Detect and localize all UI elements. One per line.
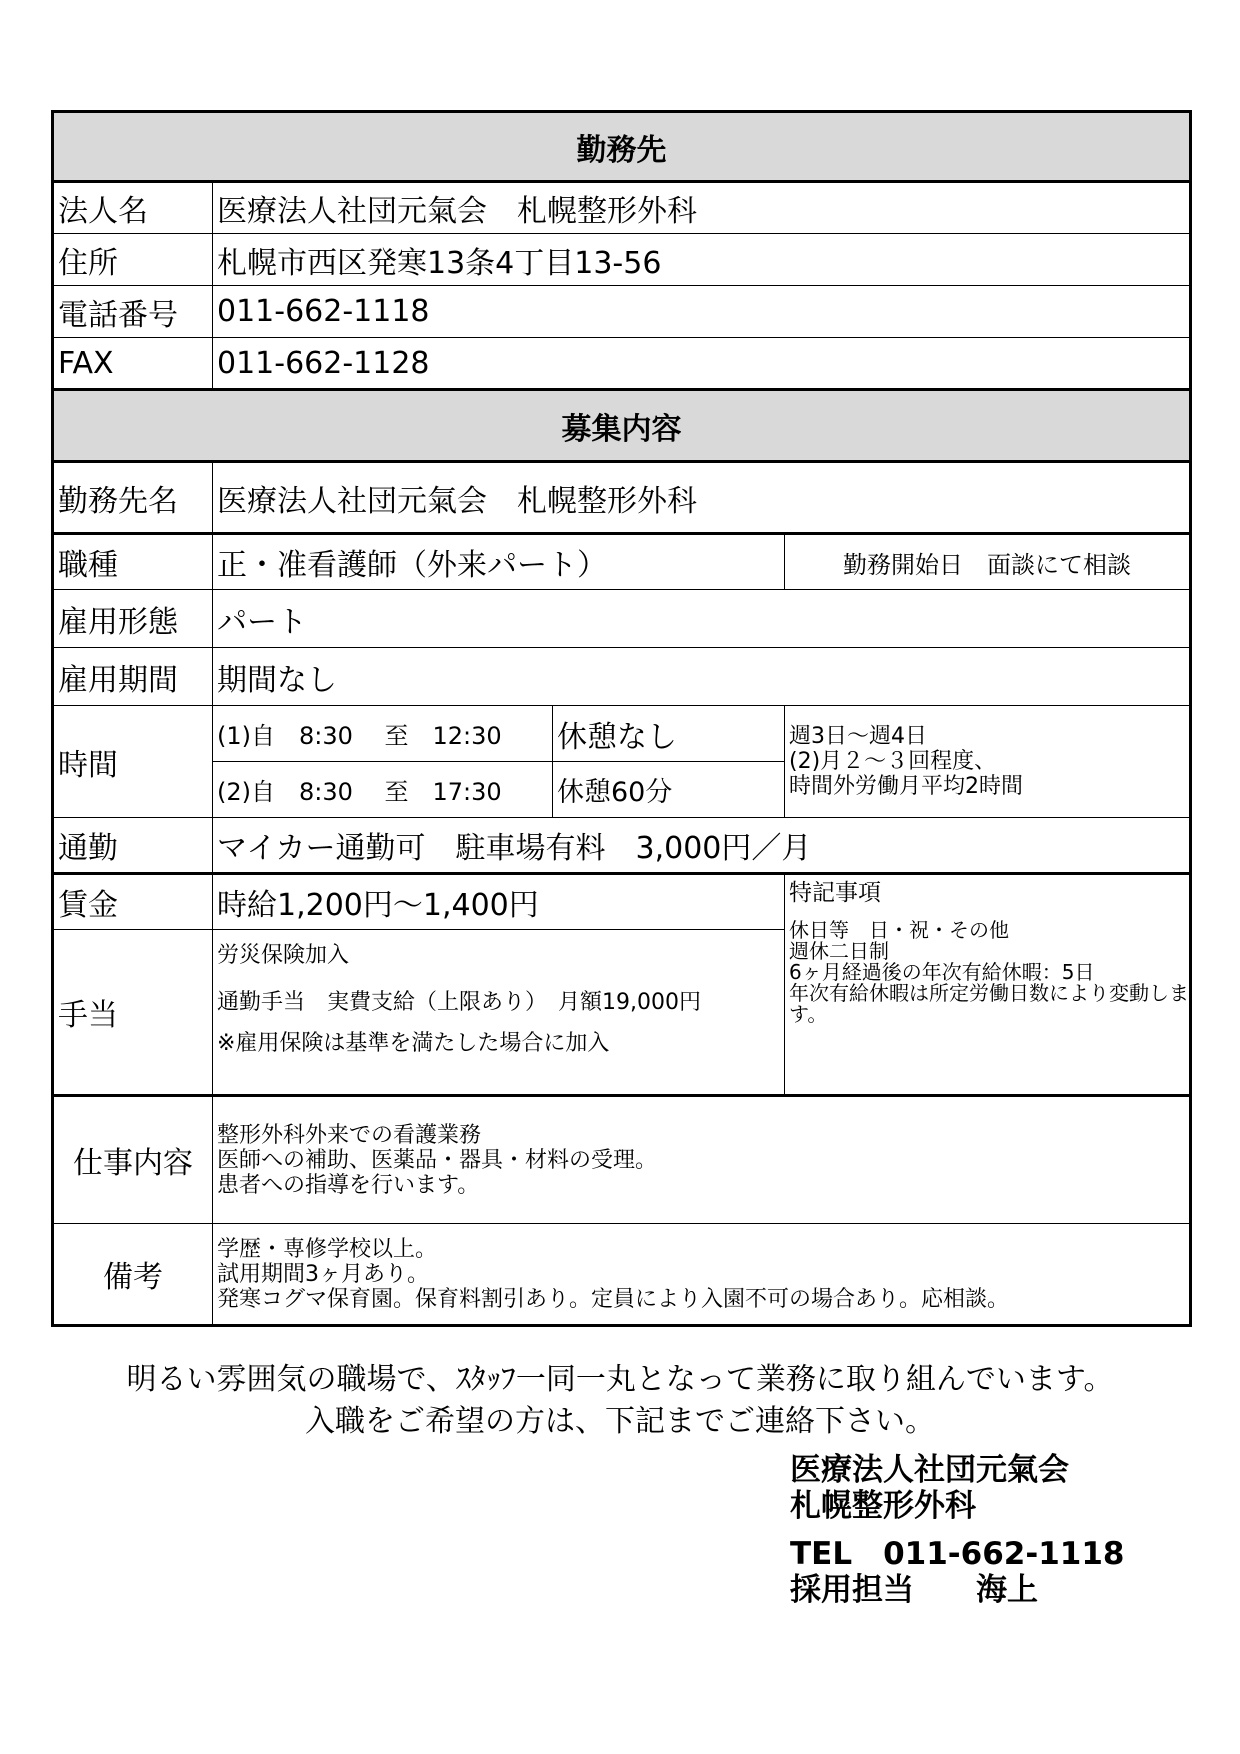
wage-label: 賃金 <box>53 874 213 930</box>
address-label: 住所 <box>53 234 213 286</box>
phone-value: 011-662-1118 <box>213 286 1191 338</box>
duties-line-1: 整形外科外来での看護業務 <box>217 1122 482 1148</box>
remarks-line-1: 学歴・専修学校以上。 <box>217 1236 438 1262</box>
remarks-value <box>213 1224 1191 1326</box>
phone-label: 電話番号 <box>53 286 213 338</box>
duties-line-3: 患者への指導を行います。 <box>217 1172 480 1198</box>
footer-message-line-2: 入職をご希望の方は、下記までご連絡下さい。 <box>305 1404 935 1439</box>
special-notes-line-2: 週休二日制 <box>789 939 889 963</box>
contact-clinic: 札幌整形外科 <box>790 1488 976 1524</box>
commute-value: マイカー通勤可 駐車場有料 3,000円／月 <box>213 818 1191 874</box>
commute-label: 通勤 <box>53 818 213 874</box>
hours-note-line-1: 週3日～週4日 <box>789 724 927 749</box>
duties-label: 仕事内容 <box>53 1096 213 1224</box>
hours-note-line-3: 時間外労働月平均2時間 <box>789 774 1023 799</box>
allowance-value <box>213 930 785 1096</box>
allowance-line-3: ※雇用保険は基準を満たした場合に加入 <box>217 1031 610 1056</box>
fax-value: 011-662-1128 <box>213 338 1191 390</box>
employment-type-value: パート <box>213 590 1191 648</box>
special-notes-line-4: 年次有給休暇は所定労働日数により変動します。 <box>789 981 1189 1026</box>
special-notes-line-1: 休日等 日・祝・その他 <box>789 918 1009 942</box>
hours-note-line-2: (2)月２～３回程度、 <box>789 749 997 774</box>
workplace-name-label: 勤務先名 <box>53 462 213 534</box>
special-notes-line-3: 6ヶ月経過後の年次有給休暇：5日 <box>789 960 1095 984</box>
remarks-line-3: 発寒コグマ保育園。保育料割引あり。定員により入園不可の場合あり。応相談。 <box>217 1286 1010 1312</box>
address-value: 札幌市西区発寒13条4丁目13-56 <box>213 234 1191 286</box>
special-notes <box>785 874 1191 1096</box>
remarks-label: 備考 <box>53 1224 213 1326</box>
duties-line-2: 医師への補助、医薬品・器具・材料の受理。 <box>217 1147 658 1173</box>
job-posting-sheet <box>51 110 1189 1327</box>
hours-note <box>785 706 1191 818</box>
corp-name-label: 法人名 <box>53 182 213 234</box>
contact-person: 採用担当 海上 <box>790 1572 1038 1608</box>
job-posting-table <box>51 110 1192 1327</box>
allowance-label: 手当 <box>53 930 213 1096</box>
contact-tel: TEL 011-662-1118 <box>790 1536 1125 1572</box>
employment-period-label: 雇用期間 <box>53 648 213 706</box>
shift2-time: (2)自 8:30 至 17:30 <box>213 762 553 818</box>
allowance-line-1: 労災保険加入 <box>217 943 350 968</box>
contact-org: 医療法人社団元氣会 <box>790 1452 1069 1488</box>
job-type-label: 職種 <box>53 534 213 590</box>
start-date-value: 勤務開始日 面談にて相談 <box>785 534 1191 590</box>
corp-name-value: 医療法人社団元氣会 札幌整形外科 <box>213 182 1191 234</box>
workplace-name-value: 医療法人社団元氣会 札幌整形外科 <box>213 462 1191 534</box>
wage-value: 時給1,200円～1,400円 <box>213 874 785 930</box>
shift1-time: (1)自 8:30 至 12:30 <box>213 706 553 762</box>
shift1-break: 休憩なし <box>553 706 785 762</box>
employment-period-value: 期間なし <box>213 648 1191 706</box>
contact-block <box>790 1452 1125 1608</box>
fax-label: FAX <box>53 338 213 390</box>
recruit-header: 募集内容 <box>53 390 1191 462</box>
shift2-break: 休憩60分 <box>553 762 785 818</box>
hours-label: 時間 <box>53 706 213 818</box>
employment-type-label: 雇用形態 <box>53 590 213 648</box>
allowance-line-2: 通勤手当 実費支給（上限あり） 月額19,000円 <box>217 990 701 1015</box>
remarks-line-2: 試用期間3ヶ月あり。 <box>217 1261 429 1287</box>
special-notes-title: 特記事項 <box>789 880 881 906</box>
duties-value <box>213 1096 1191 1224</box>
job-type-value: 正・准看護師（外来パート） <box>213 534 785 590</box>
footer-message-line-1: 明るい雰囲気の職場で、ｽﾀｯﾌ一同一丸となって業務に取り組んでいます。 <box>126 1362 1114 1397</box>
workplace-header: 勤務先 <box>53 112 1191 182</box>
